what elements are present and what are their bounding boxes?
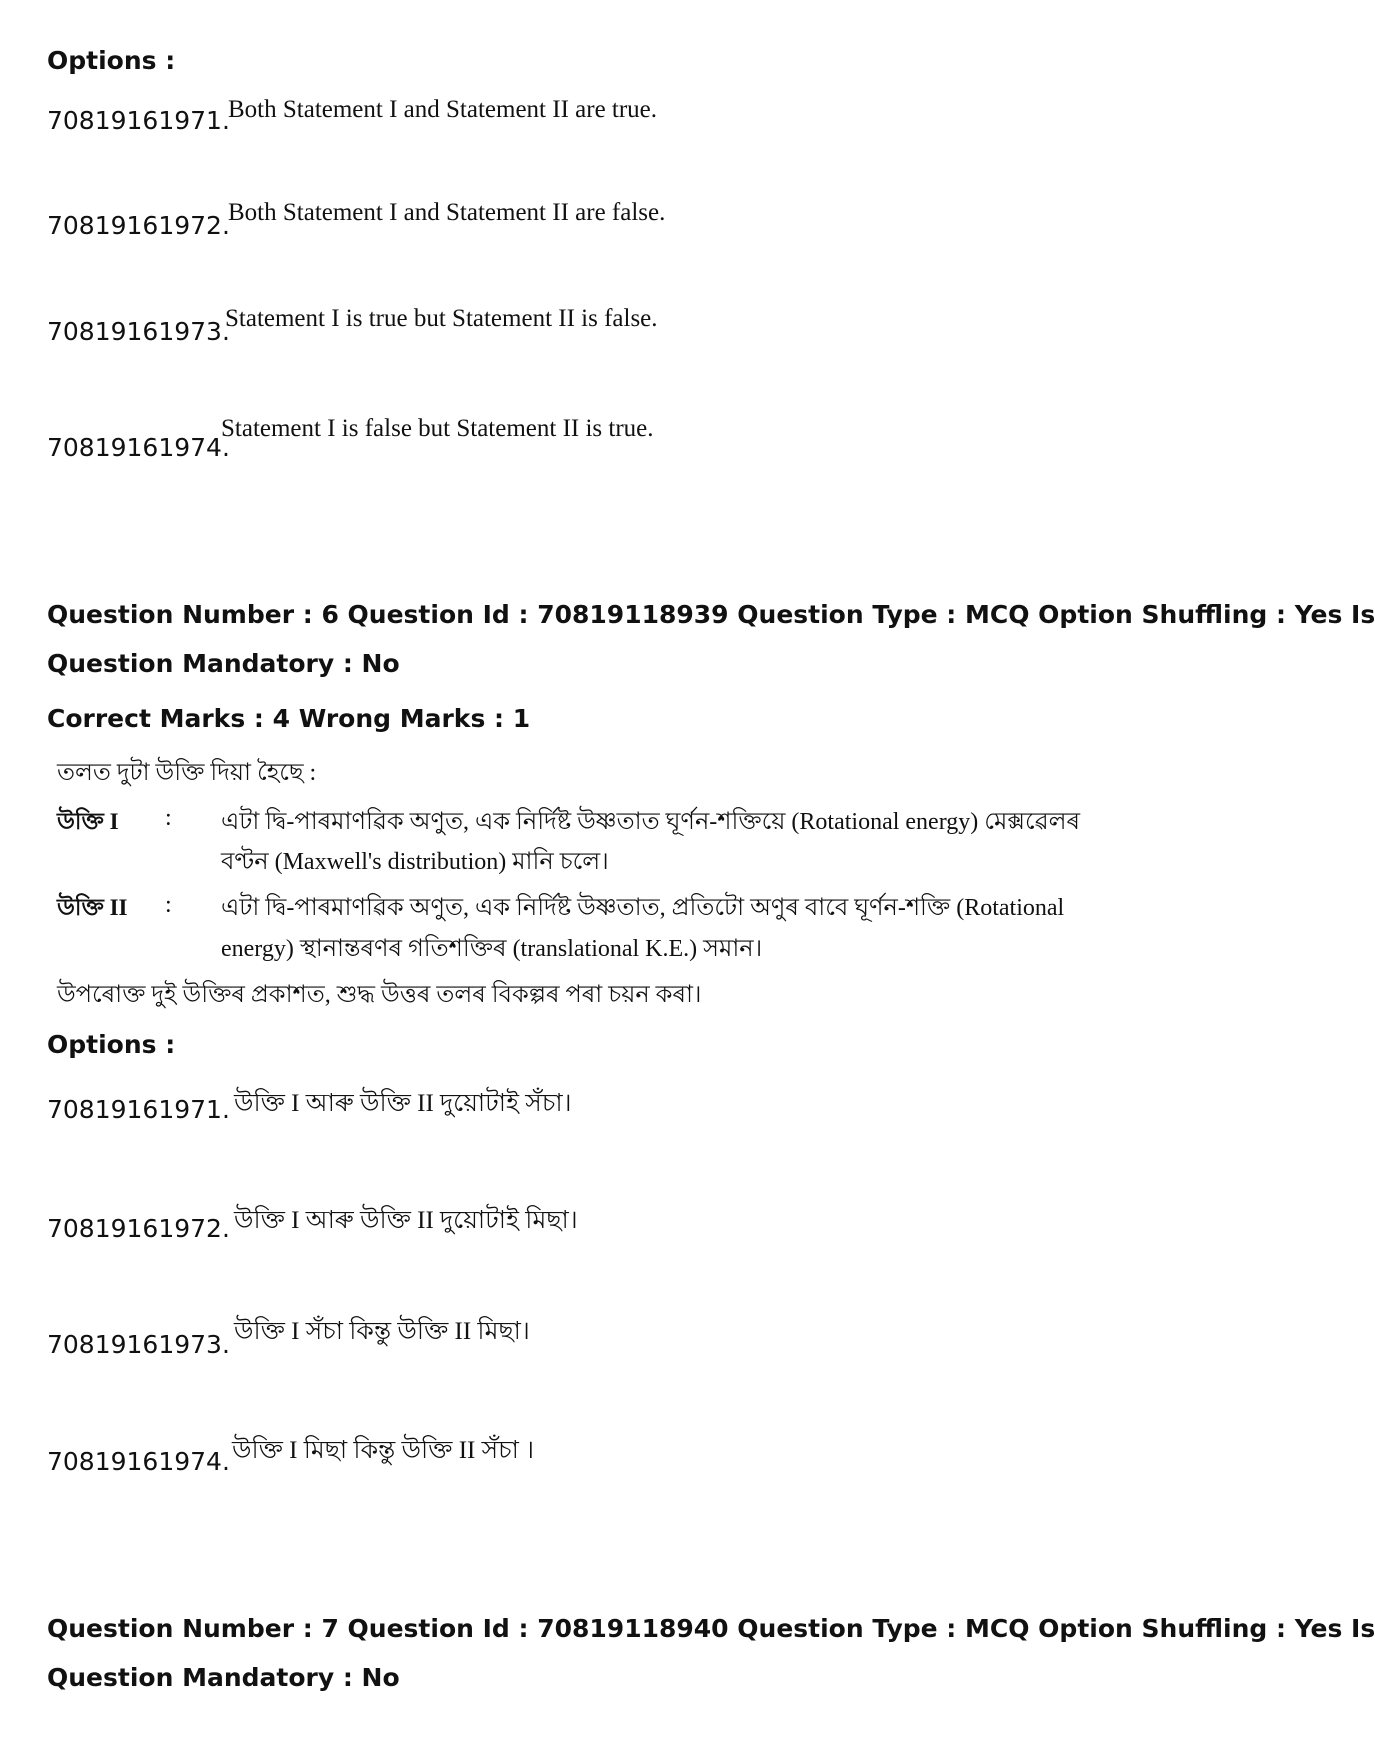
question-header: Question Number : 7 Question Id : 70819118940 Question Type : MCQ Option Shuffling : Yes Is — [47, 1614, 1375, 1643]
option-id: 70819161972. — [47, 1214, 230, 1243]
option-text: Statement I is false but Statement II is true. — [221, 415, 654, 442]
option-text: Both Statement I and Statement II are true. — [228, 96, 658, 123]
statement-1-label: উক্তি I — [57, 809, 119, 834]
question-header: Question Number : 6 Question Id : 70819118939 Question Type : MCQ Option Shuffling : Yes Is — [47, 600, 1375, 629]
option-text: Statement I is true but Statement II is false. — [225, 305, 658, 332]
question-intro: তলত দুটা উক্তি দিয়া হৈছে : — [57, 760, 317, 786]
statement-2-label: উক্তি II — [57, 895, 128, 920]
option-id: 70819161973. — [47, 317, 230, 346]
question-mandatory: Question Mandatory : No — [47, 649, 400, 678]
question-mandatory: Question Mandatory : No — [47, 1663, 400, 1692]
option-id: 70819161974. — [47, 1447, 230, 1476]
option-id: 70819161974. — [47, 433, 230, 462]
statement-1-colon: : — [165, 805, 172, 831]
option-id: 70819161972. — [47, 211, 230, 240]
option-text: উক্তি I মিছা কিন্তু উক্তি II সঁচা । — [232, 1437, 535, 1464]
option-id: 70819161971. — [47, 106, 230, 135]
question-instruction: উপৰোক্ত দুই উক্তিৰ প্ৰকাশত, শুদ্ধ উত্তৰ তলৰ বিকল্পৰ পৰা চয়ন কৰা। — [57, 982, 702, 1008]
statement-2-text: এটা দ্বি-পাৰমাণৱিক অণুত, এক নিৰ্দিষ্ট উষ্ণতাত, প্ৰতিটো অণুৰ বাবে ঘূৰ্ণন-শক্তি (Rotational — [221, 895, 1065, 921]
question-marks: Correct Marks : 4 Wrong Marks : 1 — [47, 704, 531, 733]
option-text: উক্তি I আৰু উক্তি II দুয়োটাই সঁচা। — [234, 1090, 572, 1117]
option-text: Both Statement I and Statement II are false. — [228, 199, 666, 226]
statement-1-text-cont: বণ্টন (Maxwell's distribution) মানি চলে। — [221, 849, 609, 875]
option-text: উক্তি I আৰু উক্তি II দুয়োটাই মিছা। — [234, 1207, 578, 1234]
statement-2-colon: : — [165, 892, 172, 918]
option-id: 70819161973. — [47, 1330, 230, 1359]
option-text: উক্তি I সঁচা কিন্তু উক্তি II মিছা। — [234, 1318, 530, 1345]
options-label: Options : — [47, 1030, 176, 1059]
statement-2-text-cont: energy) স্থানান্তৰণৰ গতিশক্তিৰ (translational K.E.) সমান। — [221, 936, 763, 962]
statement-1-text: এটা দ্বি-পাৰমাণৱিক অণুত, এক নিৰ্দিষ্ট উষ্ণতাত ঘূৰ্ণন-শক্তিয়ে (Rotational energy) মেক্সৱেলৰ — [221, 809, 1081, 835]
options-label: Options : — [47, 46, 176, 75]
option-id: 70819161971. — [47, 1095, 230, 1124]
